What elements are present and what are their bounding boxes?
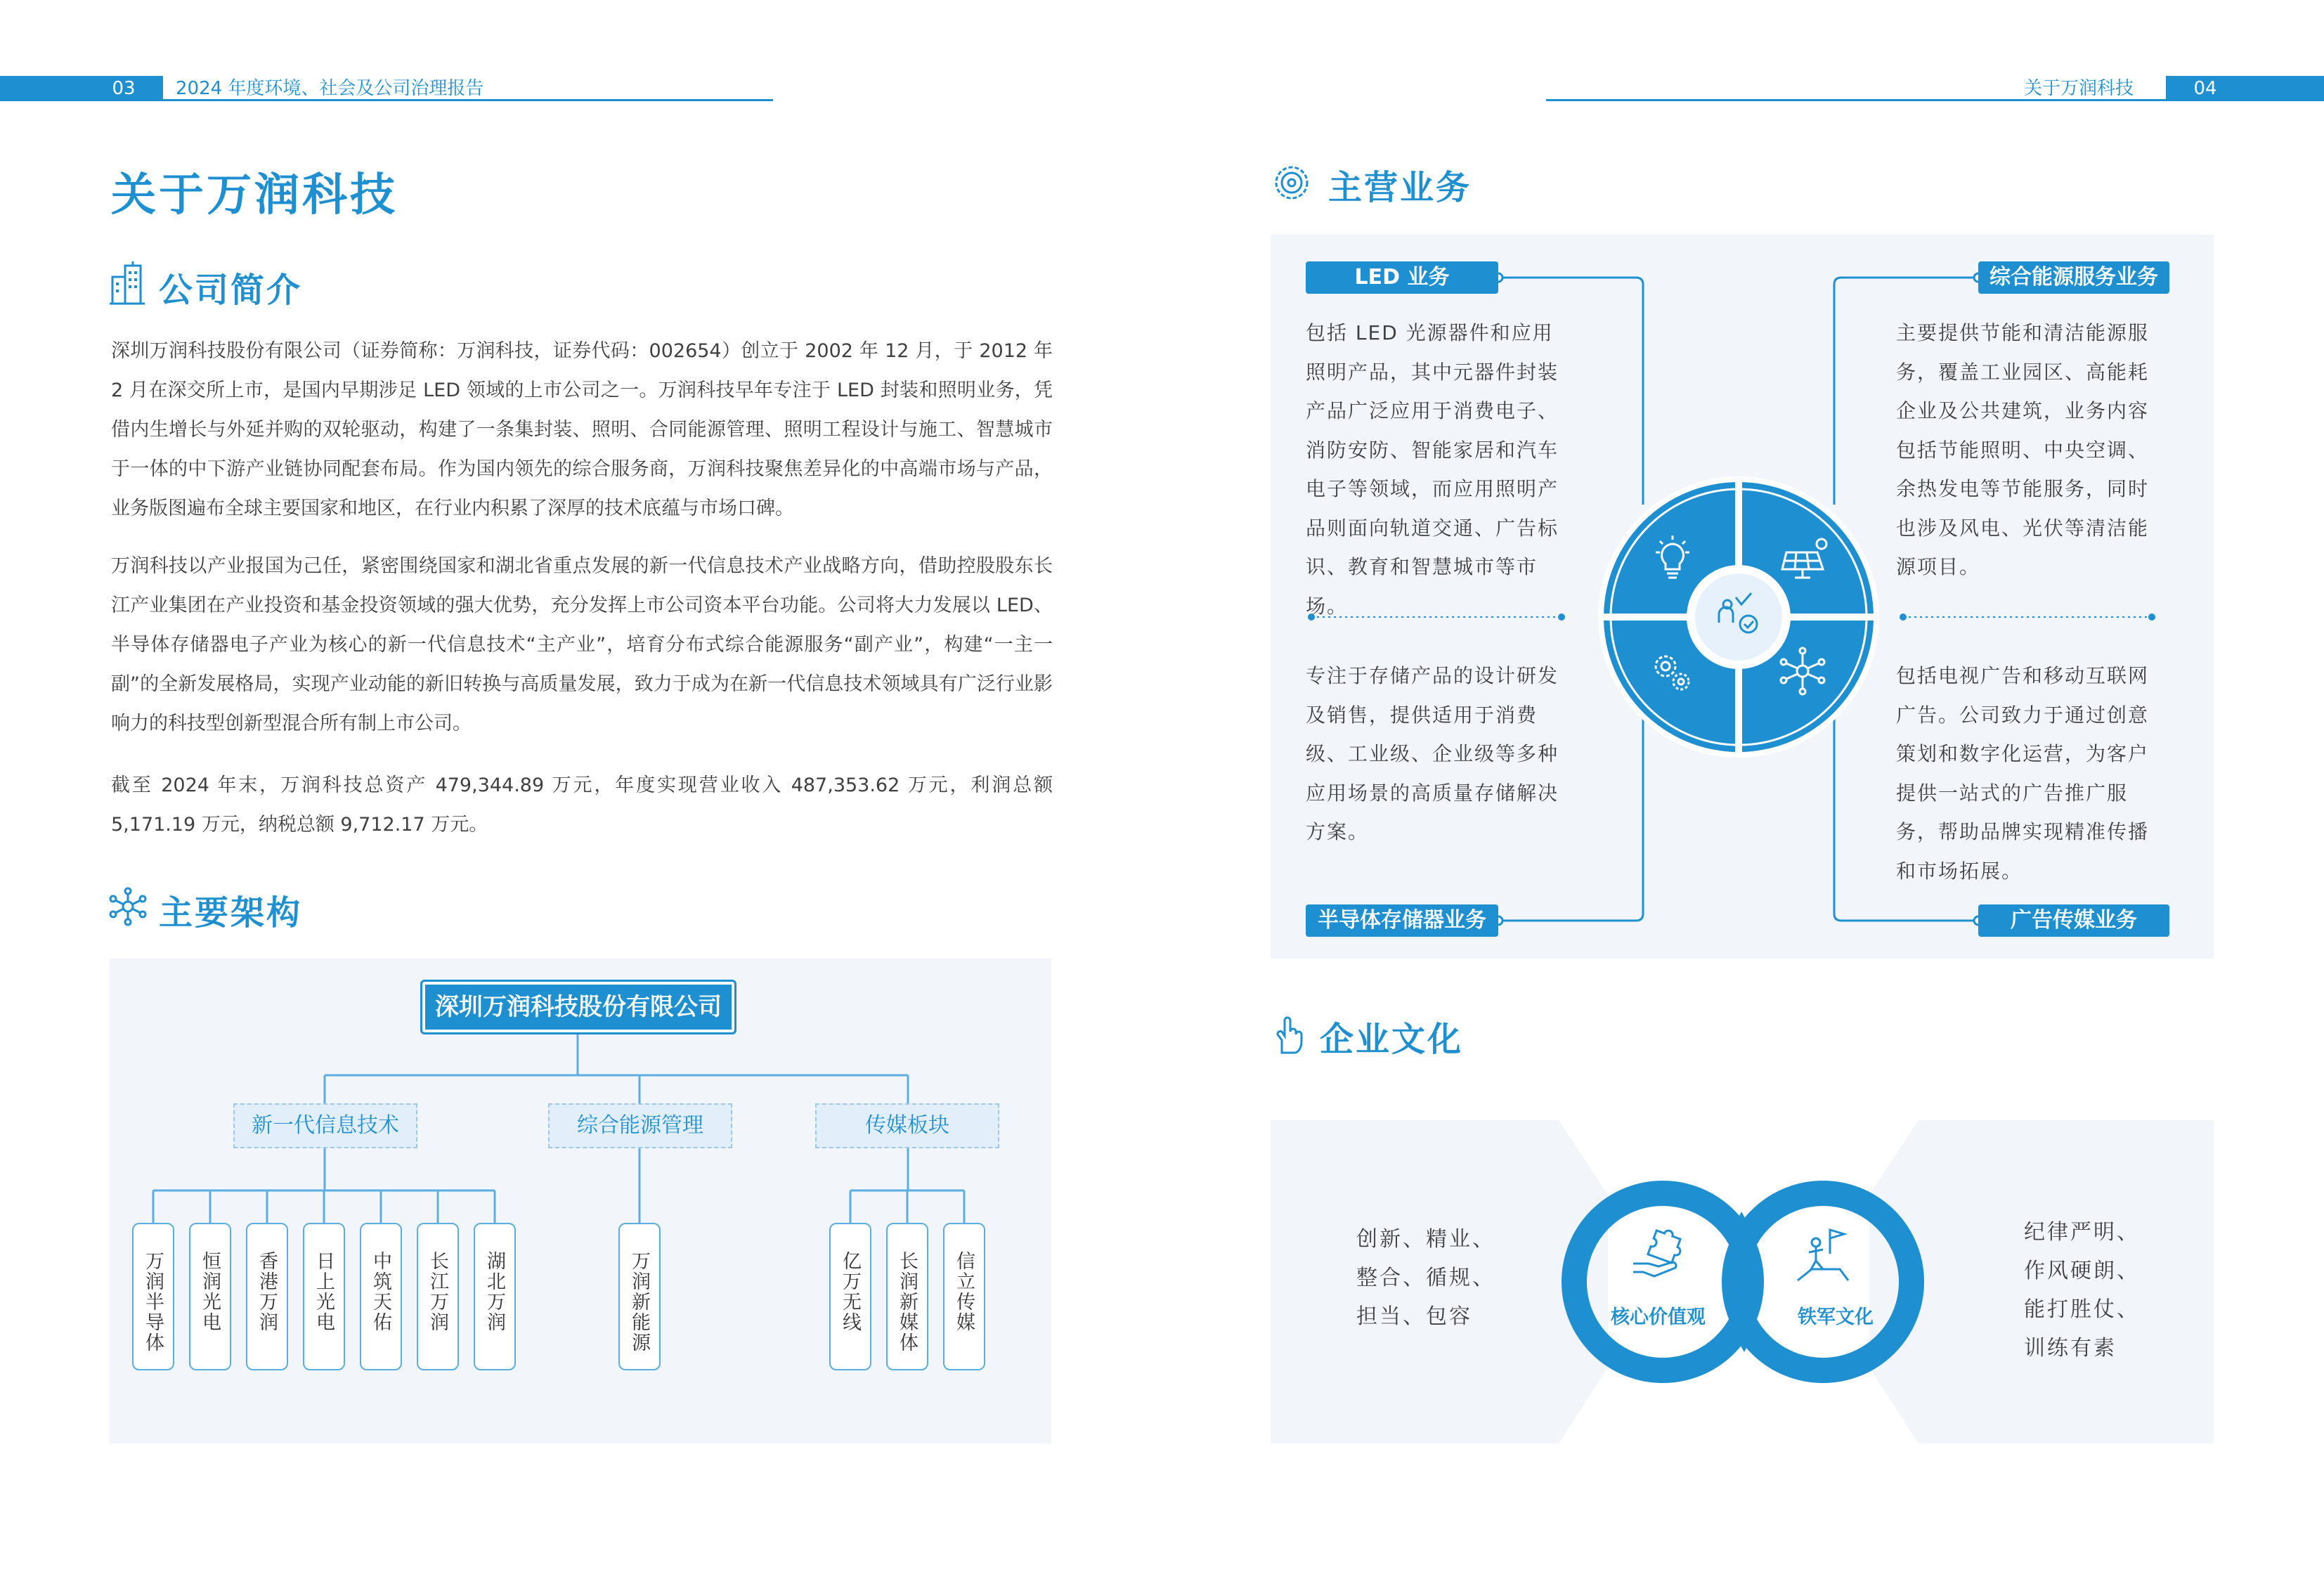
org-leaf: 信立传媒 — [943, 1223, 985, 1370]
org-leaf: 湖北万润 — [474, 1223, 516, 1370]
iron-army-line: 纪律严明、 — [2024, 1220, 2140, 1245]
section-title-right: 关于万润科技 — [2024, 78, 2134, 99]
business-tag-led: LED 业务 — [1306, 261, 1498, 294]
business-tag-media: 广告传媒业务 — [1978, 904, 2169, 937]
core-values-text — [1356, 1220, 1495, 1336]
page-number-left: 03 — [112, 78, 136, 99]
iron-army-line: 作风硬朗、 — [2024, 1259, 2140, 1283]
core-values-line: 整合、循规、 — [1356, 1266, 1495, 1290]
business-text-media: 包括电视广告和移动互联网广告。公司致力于通过创意策划和数字化运营，为客户提供一站式的广告推广服务，帮助品牌实现精准传播和市场拓展。 — [1896, 664, 2150, 883]
core-values-line: 担当、包容 — [1356, 1304, 1472, 1329]
org-root-company: 深圳万润科技股份有限公司 — [420, 980, 736, 1034]
org-leaf: 恒润光电 — [189, 1223, 231, 1370]
iron-army-label: 铁军文化 — [1798, 1306, 1874, 1328]
org-leaf: 长润新媒体 — [886, 1223, 928, 1370]
org-group-it: 新一代信息技术 — [233, 1103, 417, 1148]
business-text-energy: 主要提供节能和清洁能源服务，覆盖工业园区、高能耗企业及公共建筑，业务内容包括节能照明、中央空调、余热发电等节能服务，同时也涉及风电、光伏等清洁能源项目。 — [1896, 321, 2150, 578]
org-group-media: 传媒板块 — [815, 1103, 999, 1148]
intro-paragraph-3: 截至 2024 年末，万润科技总资产 479,344.89 万元，年度实现营业收入 487,353.62 万元，利润总额 5,171.19 万元，纳税总额 9,712.17 万元。 — [111, 774, 1053, 836]
report-title: 2024 年度环境、社会及公司治理报告 — [176, 78, 484, 99]
business-text-semiconductor: 专注于存储产品的设计研发及销售，提供适用于消费级、工业级、企业级等多种应用场景的高质量存储解决方案。 — [1306, 664, 1559, 843]
puzzle-hand-icon — [1630, 1228, 1689, 1287]
core-values-label: 核心价值观 — [1611, 1306, 1706, 1328]
org-leaf: 香港万润 — [246, 1223, 288, 1370]
org-leaf: 长江万润 — [417, 1223, 459, 1370]
page-title: 关于万润科技 — [111, 169, 398, 221]
org-leaf: 万润半导体 — [132, 1223, 174, 1370]
business-tag-semiconductor: 半导体存储器业务 — [1306, 904, 1498, 937]
structure-heading: 主要架构 — [159, 893, 303, 933]
intro-paragraph-2: 万润科技以产业报国为己任，紧密围绕国家和湖北省重点发展的新一代信息技术产业战略方向，借助控股股东长江产业集团在产业投资和基金投资领域的强大优势，充分发挥上市公司资本平台功能。公司将大力发展以 LED、半导体存储器电子产业为核心的新一代信息技术“主产业”，培育分布式综合能源服务“副产业”，构建“一主一副”的全新发展格局，实现产业动能的新旧转换与高质量发展，致力于成为在新一代信息技术领域具有广泛行业影响力的科技型创新型混合所有制上市公司。 — [111, 555, 1053, 734]
org-leaf: 万润新能源 — [618, 1223, 661, 1370]
org-leaf: 日上光电 — [303, 1223, 345, 1370]
iron-army-line: 训练有素 — [2024, 1336, 2117, 1361]
flag-climber-icon — [1795, 1226, 1851, 1286]
culture-heading: 企业文化 — [1320, 1020, 1464, 1059]
business-heading: 主营业务 — [1328, 168, 1472, 207]
org-leaf: 中筑天佑 — [360, 1223, 402, 1370]
business-tag-energy: 综合能源服务业务 — [1978, 261, 2169, 294]
iron-army-line: 能打胜仗、 — [2024, 1297, 2140, 1322]
business-text-led: 包括 LED 光源器件和应用照明产品，其中元器件封装产品广泛应用于消费电子、消防安防、智能家居和汽车电子等领域，而应用照明产品则面向轨道交通、广告标识、教育和智慧城市等市场。 — [1306, 321, 1559, 618]
org-leaf: 亿万无线 — [829, 1223, 871, 1370]
iron-army-text — [2024, 1213, 2140, 1368]
page-number-right: 04 — [2193, 78, 2217, 99]
intro-heading: 公司简介 — [159, 271, 303, 310]
org-group-energy: 综合能源管理 — [548, 1103, 732, 1148]
intro-paragraph-1: 深圳万润科技股份有限公司（证券简称：万润科技，证券代码：002654）创立于 2002 年 12 月，于 2012 年 2 月在深交所上市，是国内早期涉足 LED 领域的上市公司之一。万润科技早年专注于 LED 封装和照明业务，凭借内生增长与外延并购的双轮驱动，构建了一条集封装、照明、合同能源管理、照明工程设计与施工、智慧城市于一体的中下游产业链协同配套布局。作为国内领先的综合服务商，万润科技聚焦差异化的中高端市场与产品，业务版图遍布全球主要国家和地区，在行业内积累了深厚的技术底蕴与市场口碑。 — [111, 340, 1053, 519]
core-values-line: 创新、精业、 — [1356, 1227, 1495, 1252]
